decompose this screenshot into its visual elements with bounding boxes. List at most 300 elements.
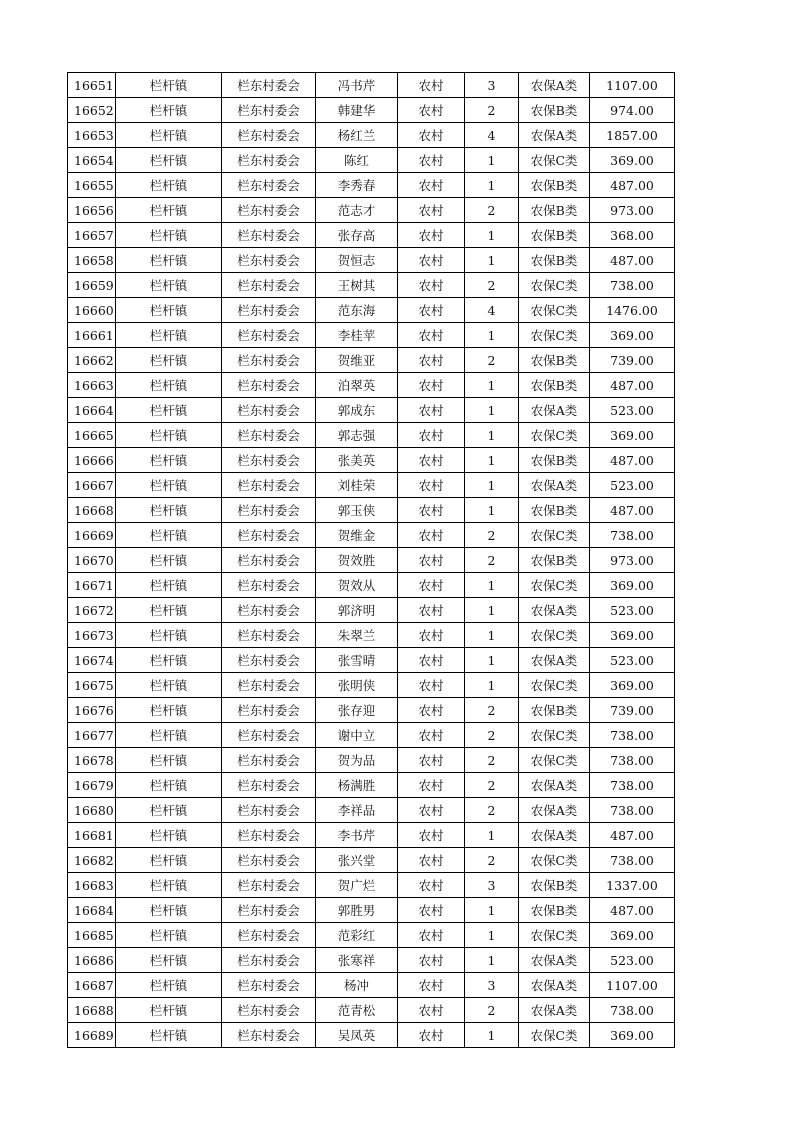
table-row bbox=[68, 398, 675, 423]
town-cell: 栏杆镇 bbox=[116, 448, 222, 473]
amount-cell: 973.00 bbox=[590, 548, 675, 573]
village-cell: 栏东村委会 bbox=[222, 523, 316, 548]
table-row bbox=[68, 723, 675, 748]
table-row bbox=[68, 698, 675, 723]
category-cell: 农保C类 bbox=[519, 623, 590, 648]
village-cell: 栏东村委会 bbox=[222, 723, 316, 748]
village-cell: 栏东村委会 bbox=[222, 348, 316, 373]
village-cell: 栏东村委会 bbox=[222, 323, 316, 348]
category-cell: 农保B类 bbox=[519, 98, 590, 123]
town-cell: 栏杆镇 bbox=[116, 473, 222, 498]
town-cell: 栏杆镇 bbox=[116, 548, 222, 573]
name-cell: 张存迎 bbox=[316, 698, 398, 723]
town-cell: 栏杆镇 bbox=[116, 773, 222, 798]
town-cell: 栏杆镇 bbox=[116, 523, 222, 548]
count-cell: 2 bbox=[465, 748, 519, 773]
town-cell: 栏杆镇 bbox=[116, 373, 222, 398]
amount-cell: 738.00 bbox=[590, 798, 675, 823]
row-id-cell: 16669 bbox=[68, 523, 116, 548]
row-id-cell: 16671 bbox=[68, 573, 116, 598]
name-cell: 李祥品 bbox=[316, 798, 398, 823]
amount-cell: 739.00 bbox=[590, 698, 675, 723]
table-row bbox=[68, 448, 675, 473]
name-cell: 贺维金 bbox=[316, 523, 398, 548]
amount-cell: 738.00 bbox=[590, 723, 675, 748]
village-cell: 栏东村委会 bbox=[222, 873, 316, 898]
village-cell: 栏东村委会 bbox=[222, 548, 316, 573]
name-cell: 刘桂荣 bbox=[316, 473, 398, 498]
type-cell: 农村 bbox=[398, 298, 465, 323]
name-cell: 贺维亚 bbox=[316, 348, 398, 373]
amount-cell: 487.00 bbox=[590, 173, 675, 198]
village-cell: 栏东村委会 bbox=[222, 123, 316, 148]
count-cell: 1 bbox=[465, 173, 519, 198]
town-cell: 栏杆镇 bbox=[116, 948, 222, 973]
town-cell: 栏杆镇 bbox=[116, 698, 222, 723]
town-cell: 栏杆镇 bbox=[116, 1023, 222, 1048]
amount-cell: 973.00 bbox=[590, 198, 675, 223]
count-cell: 2 bbox=[465, 848, 519, 873]
row-id-cell: 16654 bbox=[68, 148, 116, 173]
category-cell: 农保A类 bbox=[519, 648, 590, 673]
table-row bbox=[68, 973, 675, 998]
type-cell: 农村 bbox=[398, 973, 465, 998]
category-cell: 农保B类 bbox=[519, 223, 590, 248]
row-id-cell: 16682 bbox=[68, 848, 116, 873]
row-id-cell: 16683 bbox=[68, 873, 116, 898]
town-cell: 栏杆镇 bbox=[116, 723, 222, 748]
count-cell: 4 bbox=[465, 123, 519, 148]
name-cell: 贺为品 bbox=[316, 748, 398, 773]
name-cell: 李桂苹 bbox=[316, 323, 398, 348]
category-cell: 农保C类 bbox=[519, 848, 590, 873]
table-row bbox=[68, 498, 675, 523]
roster-sheet bbox=[67, 72, 675, 1048]
amount-cell: 369.00 bbox=[590, 323, 675, 348]
category-cell: 农保B类 bbox=[519, 248, 590, 273]
amount-cell: 368.00 bbox=[590, 223, 675, 248]
row-id-cell: 16672 bbox=[68, 598, 116, 623]
row-id-cell: 16681 bbox=[68, 823, 116, 848]
row-id-cell: 16658 bbox=[68, 248, 116, 273]
village-cell: 栏东村委会 bbox=[222, 623, 316, 648]
town-cell: 栏杆镇 bbox=[116, 648, 222, 673]
table-row bbox=[68, 198, 675, 223]
row-id-cell: 16656 bbox=[68, 198, 116, 223]
amount-cell: 369.00 bbox=[590, 1023, 675, 1048]
type-cell: 农村 bbox=[398, 873, 465, 898]
town-cell: 栏杆镇 bbox=[116, 248, 222, 273]
type-cell: 农村 bbox=[398, 523, 465, 548]
village-cell: 栏东村委会 bbox=[222, 698, 316, 723]
category-cell: 农保C类 bbox=[519, 723, 590, 748]
type-cell: 农村 bbox=[398, 898, 465, 923]
town-cell: 栏杆镇 bbox=[116, 748, 222, 773]
amount-cell: 738.00 bbox=[590, 748, 675, 773]
type-cell: 农村 bbox=[398, 448, 465, 473]
table-row bbox=[68, 348, 675, 373]
category-cell: 农保B类 bbox=[519, 198, 590, 223]
amount-cell: 369.00 bbox=[590, 623, 675, 648]
table-row bbox=[68, 998, 675, 1023]
category-cell: 农保B类 bbox=[519, 448, 590, 473]
table-row bbox=[68, 898, 675, 923]
type-cell: 农村 bbox=[398, 723, 465, 748]
amount-cell: 738.00 bbox=[590, 273, 675, 298]
count-cell: 2 bbox=[465, 698, 519, 723]
row-id-cell: 16687 bbox=[68, 973, 116, 998]
type-cell: 农村 bbox=[398, 498, 465, 523]
village-cell: 栏东村委会 bbox=[222, 198, 316, 223]
table-row bbox=[68, 548, 675, 573]
category-cell: 农保C类 bbox=[519, 323, 590, 348]
category-cell: 农保A类 bbox=[519, 948, 590, 973]
name-cell: 张寒祥 bbox=[316, 948, 398, 973]
category-cell: 农保C类 bbox=[519, 748, 590, 773]
amount-cell: 523.00 bbox=[590, 948, 675, 973]
type-cell: 农村 bbox=[398, 348, 465, 373]
name-cell: 范东海 bbox=[316, 298, 398, 323]
table-row bbox=[68, 98, 675, 123]
town-cell: 栏杆镇 bbox=[116, 123, 222, 148]
table-row bbox=[68, 773, 675, 798]
name-cell: 贺恒志 bbox=[316, 248, 398, 273]
village-cell: 栏东村委会 bbox=[222, 848, 316, 873]
count-cell: 2 bbox=[465, 548, 519, 573]
village-cell: 栏东村委会 bbox=[222, 98, 316, 123]
row-id-cell: 16663 bbox=[68, 373, 116, 398]
roster-body bbox=[68, 73, 675, 1048]
village-cell: 栏东村委会 bbox=[222, 223, 316, 248]
amount-cell: 487.00 bbox=[590, 448, 675, 473]
name-cell: 郭胜男 bbox=[316, 898, 398, 923]
amount-cell: 739.00 bbox=[590, 348, 675, 373]
row-id-cell: 16665 bbox=[68, 423, 116, 448]
category-cell: 农保C类 bbox=[519, 673, 590, 698]
name-cell: 冯书芹 bbox=[316, 73, 398, 98]
count-cell: 3 bbox=[465, 873, 519, 898]
name-cell: 范青松 bbox=[316, 998, 398, 1023]
count-cell: 2 bbox=[465, 998, 519, 1023]
category-cell: 农保A类 bbox=[519, 473, 590, 498]
category-cell: 农保C类 bbox=[519, 1023, 590, 1048]
category-cell: 农保B类 bbox=[519, 873, 590, 898]
row-id-cell: 16657 bbox=[68, 223, 116, 248]
table-row bbox=[68, 323, 675, 348]
type-cell: 农村 bbox=[398, 223, 465, 248]
count-cell: 2 bbox=[465, 523, 519, 548]
category-cell: 农保B类 bbox=[519, 173, 590, 198]
table-row bbox=[68, 573, 675, 598]
table-row bbox=[68, 148, 675, 173]
town-cell: 栏杆镇 bbox=[116, 148, 222, 173]
village-cell: 栏东村委会 bbox=[222, 398, 316, 423]
row-id-cell: 16686 bbox=[68, 948, 116, 973]
type-cell: 农村 bbox=[398, 398, 465, 423]
name-cell: 吴凤英 bbox=[316, 1023, 398, 1048]
name-cell: 贺效从 bbox=[316, 573, 398, 598]
table-row bbox=[68, 273, 675, 298]
count-cell: 1 bbox=[465, 673, 519, 698]
name-cell: 谢中立 bbox=[316, 723, 398, 748]
count-cell: 1 bbox=[465, 1023, 519, 1048]
amount-cell: 738.00 bbox=[590, 848, 675, 873]
town-cell: 栏杆镇 bbox=[116, 998, 222, 1023]
type-cell: 农村 bbox=[398, 73, 465, 98]
row-id-cell: 16685 bbox=[68, 923, 116, 948]
table-row bbox=[68, 73, 675, 98]
category-cell: 农保B类 bbox=[519, 548, 590, 573]
category-cell: 农保A类 bbox=[519, 123, 590, 148]
type-cell: 农村 bbox=[398, 423, 465, 448]
count-cell: 2 bbox=[465, 198, 519, 223]
town-cell: 栏杆镇 bbox=[116, 573, 222, 598]
name-cell: 范志才 bbox=[316, 198, 398, 223]
category-cell: 农保A类 bbox=[519, 398, 590, 423]
town-cell: 栏杆镇 bbox=[116, 923, 222, 948]
row-id-cell: 16689 bbox=[68, 1023, 116, 1048]
row-id-cell: 16652 bbox=[68, 98, 116, 123]
row-id-cell: 16664 bbox=[68, 398, 116, 423]
count-cell: 3 bbox=[465, 73, 519, 98]
type-cell: 农村 bbox=[398, 648, 465, 673]
village-cell: 栏东村委会 bbox=[222, 273, 316, 298]
amount-cell: 523.00 bbox=[590, 648, 675, 673]
category-cell: 农保C类 bbox=[519, 573, 590, 598]
name-cell: 贺广烂 bbox=[316, 873, 398, 898]
town-cell: 栏杆镇 bbox=[116, 223, 222, 248]
town-cell: 栏杆镇 bbox=[116, 873, 222, 898]
town-cell: 栏杆镇 bbox=[116, 673, 222, 698]
town-cell: 栏杆镇 bbox=[116, 298, 222, 323]
category-cell: 农保A类 bbox=[519, 798, 590, 823]
type-cell: 农村 bbox=[398, 248, 465, 273]
category-cell: 农保C类 bbox=[519, 523, 590, 548]
village-cell: 栏东村委会 bbox=[222, 823, 316, 848]
town-cell: 栏杆镇 bbox=[116, 848, 222, 873]
row-id-cell: 16660 bbox=[68, 298, 116, 323]
count-cell: 1 bbox=[465, 373, 519, 398]
category-cell: 农保A类 bbox=[519, 598, 590, 623]
table-row bbox=[68, 423, 675, 448]
name-cell: 张兴堂 bbox=[316, 848, 398, 873]
amount-cell: 369.00 bbox=[590, 148, 675, 173]
type-cell: 农村 bbox=[398, 98, 465, 123]
row-id-cell: 16679 bbox=[68, 773, 116, 798]
amount-cell: 487.00 bbox=[590, 498, 675, 523]
village-cell: 栏东村委会 bbox=[222, 973, 316, 998]
amount-cell: 523.00 bbox=[590, 398, 675, 423]
count-cell: 1 bbox=[465, 448, 519, 473]
village-cell: 栏东村委会 bbox=[222, 148, 316, 173]
type-cell: 农村 bbox=[398, 273, 465, 298]
row-id-cell: 16673 bbox=[68, 623, 116, 648]
type-cell: 农村 bbox=[398, 598, 465, 623]
category-cell: 农保B类 bbox=[519, 373, 590, 398]
table-row bbox=[68, 1023, 675, 1048]
village-cell: 栏东村委会 bbox=[222, 573, 316, 598]
village-cell: 栏东村委会 bbox=[222, 673, 316, 698]
table-row bbox=[68, 248, 675, 273]
count-cell: 2 bbox=[465, 98, 519, 123]
name-cell: 杨满胜 bbox=[316, 773, 398, 798]
name-cell: 张存高 bbox=[316, 223, 398, 248]
row-id-cell: 16684 bbox=[68, 898, 116, 923]
town-cell: 栏杆镇 bbox=[116, 398, 222, 423]
village-cell: 栏东村委会 bbox=[222, 748, 316, 773]
type-cell: 农村 bbox=[398, 748, 465, 773]
type-cell: 农村 bbox=[398, 573, 465, 598]
count-cell: 2 bbox=[465, 773, 519, 798]
type-cell: 农村 bbox=[398, 548, 465, 573]
village-cell: 栏东村委会 bbox=[222, 473, 316, 498]
town-cell: 栏杆镇 bbox=[116, 198, 222, 223]
town-cell: 栏杆镇 bbox=[116, 273, 222, 298]
amount-cell: 1107.00 bbox=[590, 973, 675, 998]
type-cell: 农村 bbox=[398, 323, 465, 348]
row-id-cell: 16651 bbox=[68, 73, 116, 98]
count-cell: 1 bbox=[465, 948, 519, 973]
town-cell: 栏杆镇 bbox=[116, 623, 222, 648]
category-cell: 农保C类 bbox=[519, 298, 590, 323]
table-row bbox=[68, 173, 675, 198]
name-cell: 泊翠英 bbox=[316, 373, 398, 398]
name-cell: 李书芹 bbox=[316, 823, 398, 848]
count-cell: 1 bbox=[465, 623, 519, 648]
count-cell: 2 bbox=[465, 798, 519, 823]
amount-cell: 523.00 bbox=[590, 473, 675, 498]
town-cell: 栏杆镇 bbox=[116, 973, 222, 998]
row-id-cell: 16678 bbox=[68, 748, 116, 773]
table-row bbox=[68, 748, 675, 773]
name-cell: 张雪晴 bbox=[316, 648, 398, 673]
village-cell: 栏东村委会 bbox=[222, 448, 316, 473]
type-cell: 农村 bbox=[398, 198, 465, 223]
count-cell: 1 bbox=[465, 398, 519, 423]
category-cell: 农保A类 bbox=[519, 823, 590, 848]
name-cell: 李秀春 bbox=[316, 173, 398, 198]
count-cell: 1 bbox=[465, 223, 519, 248]
village-cell: 栏东村委会 bbox=[222, 998, 316, 1023]
amount-cell: 487.00 bbox=[590, 898, 675, 923]
table-row bbox=[68, 648, 675, 673]
type-cell: 农村 bbox=[398, 798, 465, 823]
village-cell: 栏东村委会 bbox=[222, 423, 316, 448]
town-cell: 栏杆镇 bbox=[116, 823, 222, 848]
count-cell: 1 bbox=[465, 473, 519, 498]
name-cell: 张美英 bbox=[316, 448, 398, 473]
amount-cell: 523.00 bbox=[590, 598, 675, 623]
count-cell: 1 bbox=[465, 923, 519, 948]
row-id-cell: 16676 bbox=[68, 698, 116, 723]
table-row bbox=[68, 798, 675, 823]
town-cell: 栏杆镇 bbox=[116, 598, 222, 623]
roster-table bbox=[67, 72, 675, 1048]
town-cell: 栏杆镇 bbox=[116, 98, 222, 123]
town-cell: 栏杆镇 bbox=[116, 798, 222, 823]
table-row bbox=[68, 598, 675, 623]
row-id-cell: 16674 bbox=[68, 648, 116, 673]
count-cell: 1 bbox=[465, 573, 519, 598]
count-cell: 1 bbox=[465, 598, 519, 623]
amount-cell: 369.00 bbox=[590, 423, 675, 448]
count-cell: 4 bbox=[465, 298, 519, 323]
type-cell: 农村 bbox=[398, 623, 465, 648]
amount-cell: 487.00 bbox=[590, 373, 675, 398]
amount-cell: 369.00 bbox=[590, 573, 675, 598]
type-cell: 农村 bbox=[398, 948, 465, 973]
table-row bbox=[68, 948, 675, 973]
row-id-cell: 16661 bbox=[68, 323, 116, 348]
count-cell: 1 bbox=[465, 148, 519, 173]
table-row bbox=[68, 523, 675, 548]
village-cell: 栏东村委会 bbox=[222, 898, 316, 923]
name-cell: 陈红 bbox=[316, 148, 398, 173]
town-cell: 栏杆镇 bbox=[116, 323, 222, 348]
village-cell: 栏东村委会 bbox=[222, 923, 316, 948]
row-id-cell: 16680 bbox=[68, 798, 116, 823]
table-row bbox=[68, 298, 675, 323]
type-cell: 农村 bbox=[398, 123, 465, 148]
village-cell: 栏东村委会 bbox=[222, 73, 316, 98]
type-cell: 农村 bbox=[398, 848, 465, 873]
category-cell: 农保A类 bbox=[519, 998, 590, 1023]
type-cell: 农村 bbox=[398, 173, 465, 198]
amount-cell: 738.00 bbox=[590, 998, 675, 1023]
town-cell: 栏杆镇 bbox=[116, 898, 222, 923]
table-row bbox=[68, 923, 675, 948]
row-id-cell: 16653 bbox=[68, 123, 116, 148]
village-cell: 栏东村委会 bbox=[222, 498, 316, 523]
amount-cell: 738.00 bbox=[590, 773, 675, 798]
table-row bbox=[68, 623, 675, 648]
row-id-cell: 16688 bbox=[68, 998, 116, 1023]
amount-cell: 1337.00 bbox=[590, 873, 675, 898]
row-id-cell: 16677 bbox=[68, 723, 116, 748]
row-id-cell: 16675 bbox=[68, 673, 116, 698]
category-cell: 农保A类 bbox=[519, 773, 590, 798]
town-cell: 栏杆镇 bbox=[116, 498, 222, 523]
table-row bbox=[68, 848, 675, 873]
count-cell: 2 bbox=[465, 348, 519, 373]
name-cell: 范彩红 bbox=[316, 923, 398, 948]
village-cell: 栏东村委会 bbox=[222, 373, 316, 398]
count-cell: 2 bbox=[465, 723, 519, 748]
village-cell: 栏东村委会 bbox=[222, 173, 316, 198]
table-row bbox=[68, 223, 675, 248]
type-cell: 农村 bbox=[398, 773, 465, 798]
town-cell: 栏杆镇 bbox=[116, 423, 222, 448]
table-row bbox=[68, 823, 675, 848]
amount-cell: 1107.00 bbox=[590, 73, 675, 98]
count-cell: 1 bbox=[465, 823, 519, 848]
town-cell: 栏杆镇 bbox=[116, 348, 222, 373]
type-cell: 农村 bbox=[398, 998, 465, 1023]
type-cell: 农村 bbox=[398, 923, 465, 948]
amount-cell: 1857.00 bbox=[590, 123, 675, 148]
village-cell: 栏东村委会 bbox=[222, 248, 316, 273]
row-id-cell: 16659 bbox=[68, 273, 116, 298]
type-cell: 农村 bbox=[398, 1023, 465, 1048]
village-cell: 栏东村委会 bbox=[222, 598, 316, 623]
village-cell: 栏东村委会 bbox=[222, 298, 316, 323]
amount-cell: 487.00 bbox=[590, 248, 675, 273]
category-cell: 农保C类 bbox=[519, 273, 590, 298]
type-cell: 农村 bbox=[398, 823, 465, 848]
category-cell: 农保B类 bbox=[519, 348, 590, 373]
row-id-cell: 16655 bbox=[68, 173, 116, 198]
category-cell: 农保B类 bbox=[519, 498, 590, 523]
